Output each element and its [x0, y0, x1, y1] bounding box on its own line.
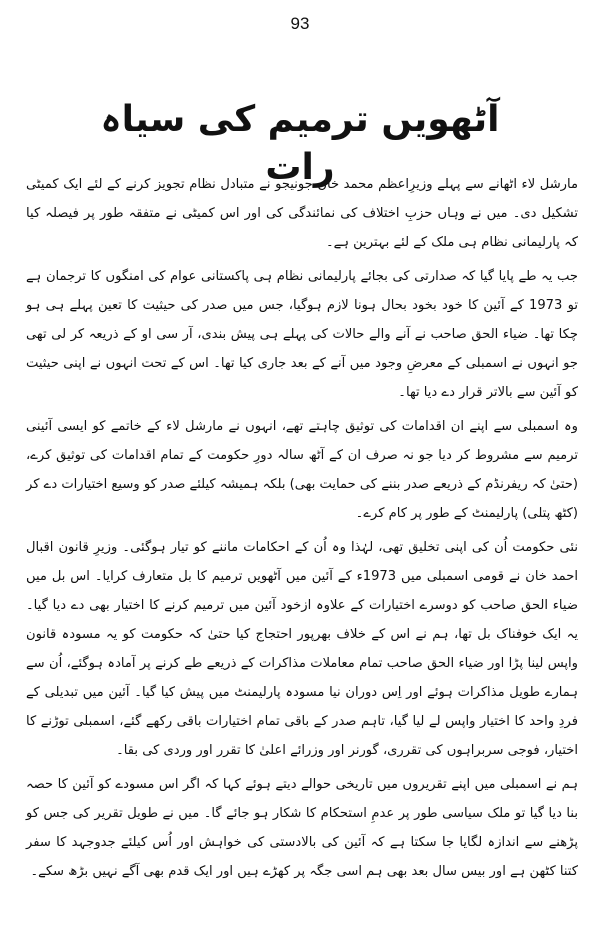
paragraph: مارشل لاء اٹھانے سے پہلے وزیرِاعظم محمد خان جونیجو نے متبادل نظام تجویز کرنے کے لئے ایک کمیٹی تشکیل دی۔ میں نے وہاں حزبِ اختلاف کی نمائندگی کی اور اس کمیٹی نے متفقہ طور پر فیصلہ کیا کہ پارلیمانی نظام ہی ملک کے لئے بہترین ہے۔: [26, 177, 578, 250]
paragraph: جب یہ طے پایا گیا کہ صدارتی کی بجائے پارلیمانی نظام ہی پاکستانی عوام کی امنگوں کا ترجمان ہے تو 1973 کے آئین کا خود بخود بحال ہونا لازم ہوگیا، جس میں صدر کی حیثیت کا تعین پہلے ہی ہو چکا تھا۔ ضیاء الحق صاحب نے آنے والے حالات کی پہلے ہی پیش بندی، آر سی او کے ذریعہ کر لی تھی جو انہوں نے اسمبلی کے معرضِ وجود میں آنے کے بعد جاری کیا تھا۔ اس کے تحت انہوں نے اپنی حیثیت کو آئین سے بالاتر قرار دے دیا تھا۔: [26, 269, 578, 400]
paragraph: ہم نے اسمبلی میں اپنے تقریروں میں تاریخی حوالے دیتے ہوئے کہا کہ اگر اس مسودے کو آئین کا حصہ بنا دیا گیا تو ملک سیاسی طور پر عدمِ استحکام کا شکار ہو جائے گا۔ میں نے طویل تقریر کی جس کو پڑھنے سے اندازہ لگایا جا سکتا ہے کہ آئین کی بالادستی کی خواہش اور اُس کیلئے جدوجہد کا سفر کتنا کٹھن ہے اور بیس سال بعد بھی ہم اسی جگہ پر کھڑے ہیں اور ایک قدم بھی آگے نہیں بڑھ سکے۔: [26, 777, 578, 879]
page-number: 93: [290, 14, 310, 33]
body-text: [26, 170, 578, 891]
paragraph: نئی حکومت اُن کی اپنی تخلیق تھی، لہٰذا وہ اُن کے احکامات ماننے کو تیار ہوگئی۔ وزیرِ قانون اقبال احمد خان نے قومی اسمبلی میں 1973ء کے آئین میں آٹھویں ترمیم کا بل متعارف کرایا۔ اس بل میں ضیاء الحق صاحب کو دوسرے اختیارات کے علاوہ ازخود آئین میں ترمیم کرنے کا اختیار بھی دے دیا گیا۔ یہ ایک خوفناک بل تھا، ہم نے اس کے خلاف بھرپور احتجاج کیا حتیٰ کہ حکومت کو یہ مسودہ قانون واپس لینا پڑا اور ضیاء الحق صاحب تمام معاملات مذاکرات کے ذریعے طے کرنے پر آمادہ ہوگئے، اُن سے ہمارے طویل مذاکرات ہوئے اور اِس دوران نیا مسودہ پارلیمنٹ میں پیش کیا گیا۔ آئین میں تبدیلی کے فردِ واحد کا اختیار واپس لے لیا گیا، تاہم صدر کے باقی تمام اختیارات باقی رکھے گئے، اسمبلی توڑنے کا اختیار، فوجی سربراہوں کی تقرری، گورنر اور وزرائے اعلیٰ کا تقرر اور وردی کی بقا۔: [26, 540, 578, 758]
chapter-title: آٹھویں ترمیم کی سیاہ رات: [100, 99, 500, 188]
paragraph: وہ اسمبلی سے اپنے ان اقدامات کی توثیق چاہتے تھے، انہوں نے مارشل لاء کے خاتمے کو ایسی آئینی ترمیم سے مشروط کر دیا جو نہ صرف ان کے آٹھ سالہ دورِ حکومت کے تمام اقدامات کی توثیق کرے، (حتیٰ کہ ریفرنڈم کے ذریعے صدر بننے کی حمایت بھی) بلکہ ہمیشہ کیلئے صدر کو وسیع اختیارات دے کر (کٹھ پتلی) پارلیمنٹ کے طور پر کام کرے۔: [26, 419, 578, 521]
